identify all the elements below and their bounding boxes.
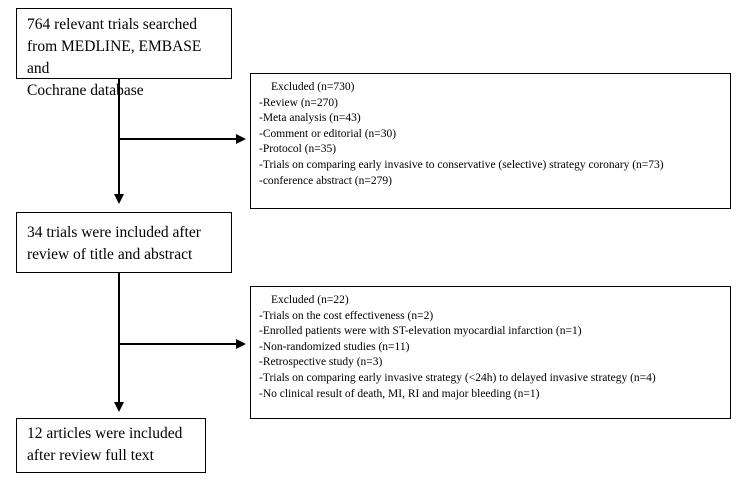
screening-line-2: review of title and abstract <box>27 246 193 263</box>
excluded-2-item: -Trials on comparing early invasive strategy (<24h) to delayed invasive strategy (n=4) <box>259 371 656 384</box>
excluded-box-1 <box>250 73 731 209</box>
screening-box <box>16 212 232 273</box>
excluded-box-2 <box>250 286 731 419</box>
final-line-1: 12 articles were included <box>27 425 183 442</box>
excluded-1-item: -conference abstract (n=279) <box>259 174 392 187</box>
excluded-2-item: -Enrolled patients were with ST-elevation myocardial infarction (n=1) <box>259 325 582 338</box>
excluded-2-item: -Trials on the cost effectiveness (n=2) <box>259 309 434 322</box>
excluded-2-item: -Non-randomized studies (n=11) <box>259 340 410 353</box>
excluded-2-item: -Retrospective study (n=3) <box>259 356 383 369</box>
final-box <box>16 418 206 473</box>
final-line-2: after review full text <box>27 447 154 464</box>
search-box <box>16 8 232 99</box>
excluded-1-title: Excluded (n=730) <box>271 81 355 93</box>
search-line-3: Cochrane database <box>27 82 144 99</box>
excluded-1-item: -Protocol (n=35) <box>259 143 337 156</box>
excluded-1-item: -Meta analysis (n=43) <box>259 112 361 125</box>
search-line-2: from MEDLINE, EMBASE and <box>27 38 202 77</box>
excluded-1-item: -Comment or editorial (n=30) <box>259 127 397 140</box>
excluded-2-title: Excluded (n=22) <box>271 294 349 306</box>
excluded-1-item: -Trials on comparing early invasive to conservative (selective) strategy coronary (n=73) <box>259 158 664 171</box>
screening-line-1: 34 trials were included after <box>27 224 201 241</box>
search-line-1: 764 relevant trials searched <box>27 16 197 33</box>
excluded-1-item: -Review (n=270) <box>259 96 338 109</box>
excluded-2-item: -No clinical result of death, MI, RI and major bleeding (n=1) <box>259 387 540 400</box>
